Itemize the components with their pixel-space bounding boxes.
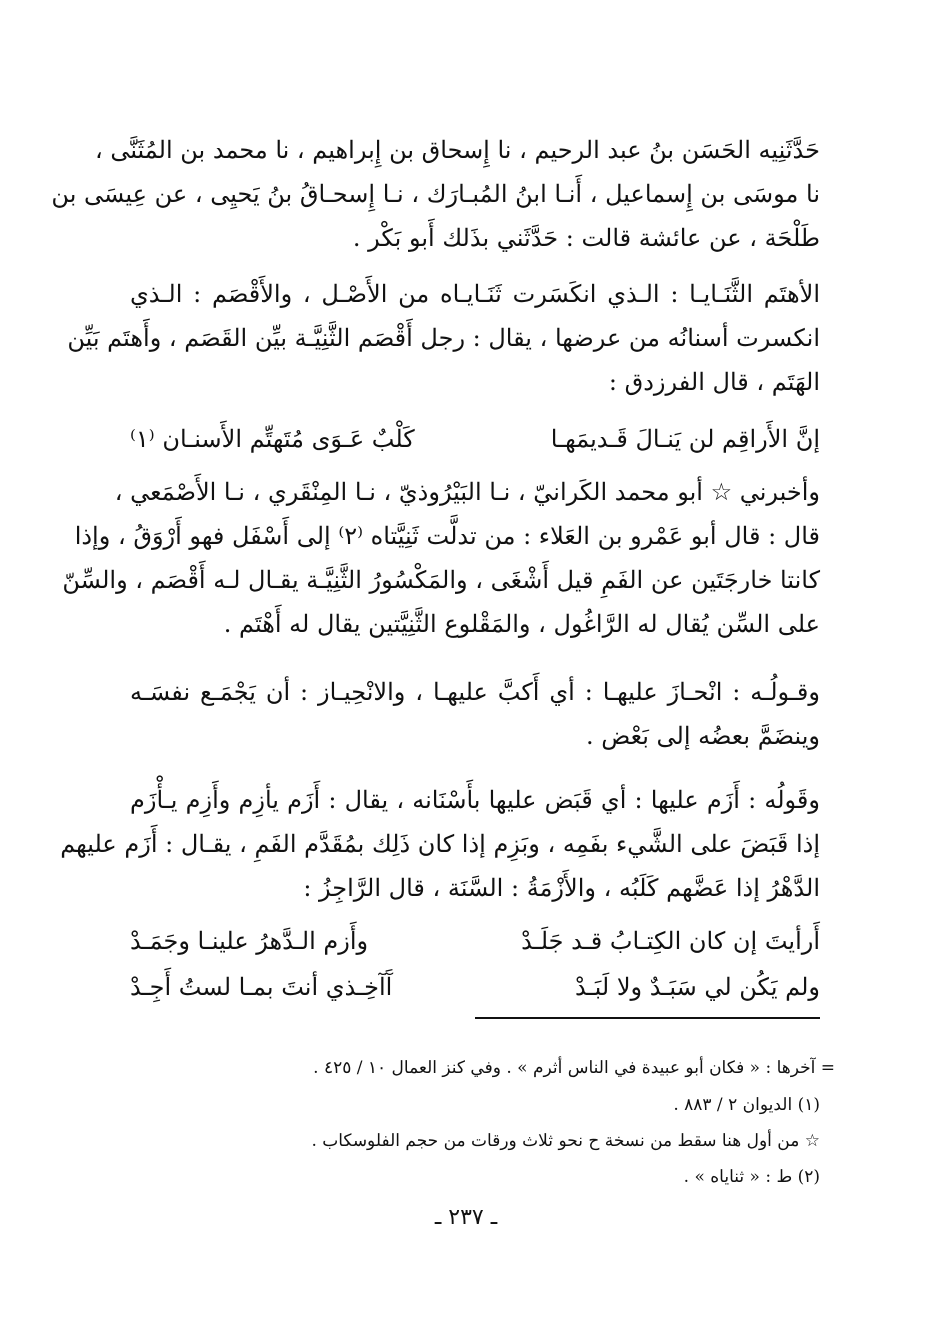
verse-hemistich-first: ولم يَكُن لي سَبَـدٌ ولا لَبَـدْ bbox=[575, 973, 820, 1001]
text-line: وينضَمَّ بعضُه إلى بَعْض . bbox=[585, 722, 820, 750]
paragraph-inhaz bbox=[130, 670, 820, 758]
text-line: إذا قَبَضَ على الشَّيء بفَمِه ، وبَزِم إذا كان ذَلِك بمُقَدَّم الفَمِ ، يقـال : أَزَم عليهم bbox=[60, 830, 820, 858]
paragraph-ahtam-definition bbox=[67, 272, 820, 404]
verse-hemistich-second: كَلْبٌ عَـوَى مُتَهتِّم الأَسنـان ⁽١⁾ bbox=[130, 425, 415, 453]
text-line: وأخبرني ☆ أبو محمد الكَرانيّ ، نـا البَيْرُوذيّ ، نـا المِنْقَري ، نـا الأَصْمَعي ، bbox=[114, 478, 820, 506]
verse-hemistich-first: إنَّ الأَراقِم لن يَنـالَ قَـديمَهـا bbox=[550, 425, 820, 453]
text-line: الأهتَم الثَّنَـايـا : الـذي انكَسَرت ثَنَـايـاه من الأَصْـل ، والأَقْصَم : الـذي bbox=[130, 280, 820, 308]
paragraph-azam bbox=[60, 778, 820, 910]
text-line: وقـولُـه : انْحـازَ عليهـا : أي أَكبَّ عليهـا ، والانْحِيـاز : أن يَجْمَـع نفسَـه bbox=[130, 678, 820, 706]
text-line: طَلْحَة ، عن عائشة قالت : حَدَّثَني بذَلك أَبو بَكْر . bbox=[352, 224, 820, 252]
footnote-separator bbox=[475, 1017, 820, 1019]
text-line: الهَتَم ، قال الفرزدق : bbox=[608, 368, 820, 396]
text-line: على السِّن يُقال له الرَّاغُول ، والمَقْلوع الثَّنِيَّتين يقال له أَهْتَم . bbox=[223, 610, 820, 638]
verse-hemistich-first: أَرأيتَ إن كان الكِتـابُ قـد جَلَـدْ bbox=[521, 927, 820, 955]
text-line: انكسرت أسنانُه من عرضها ، يقال : رجل أَقْصَم الثَّنِيَّـة بيِّن القَصَم ، وأَهتَم بَيِّن bbox=[67, 324, 820, 352]
text-line: نا موسَى بن إِسماعيل ، أَنـا ابنُ المُبـارَك ، نـا إِسحـاقُ بنُ يَحيِى ، عن عِيسَى بن bbox=[51, 180, 820, 208]
page-number: ـ ٢٣٧ ـ bbox=[434, 1205, 498, 1230]
paragraph-asmai-report bbox=[62, 470, 820, 646]
text-line: وقَولُه : أَزَم عليها : أي قَبَض عليها بأَسْنَانه ، يقال : أَزَم يأزِم وأَزِم يـأْزَم bbox=[130, 786, 820, 814]
text-line: قال : قال أبو عَمْرو بن العَلاء : من تدلَّت ثَنِيَّتاه ⁽٢⁾ إلى أَسْفَل فهو أَرْوَقُ ، وإذا bbox=[74, 522, 820, 550]
text-line: حَدَّثَنِيه الحَسَن بنُ عبد الرحيم ، نا إِسحاق بن إِبراهيم ، نا محمد بن المُثَنَّى ، bbox=[94, 136, 820, 164]
footnote-2: (٢) ط : « ثناياه » . bbox=[683, 1167, 820, 1187]
footnote-1: (١) الديوان ٢ / ٨٨٣ . bbox=[673, 1095, 820, 1115]
paragraph-isnad bbox=[51, 128, 820, 260]
verse-hemistich-second: آَآخِـذي أنتَ بمـا لستُ أَجِـدْ bbox=[130, 973, 393, 1001]
text-line: الدَّهْرُ إذا عَضَّهم كَلَبُه ، والأَزْمَةُ : السَّنَة ، قال الرَّاجِزُ : bbox=[303, 874, 820, 902]
footnote-continued: = آخرها : « فكان أبو عبيدة في الناس أثرم » . وفي كنز العمال ١٠ / ٤٢٥ . bbox=[313, 1058, 835, 1078]
verse-hemistich-second: وأَزم الـدَّهرُ علينـا وجَمَـدْ bbox=[130, 927, 369, 955]
text-line: كانتا خارجَتَين عن الفَمِ قيل أَشْغَى ، والمَكْسُورُ الثَّنِيَّـة يقـال لـه أَقْصَم ، والسِّنّ bbox=[62, 566, 820, 594]
footnote-star: ☆ من أول هنا سقط من نسخة ح نحو ثلاث ورقات من حجم الفلوسكاب . bbox=[311, 1131, 820, 1151]
